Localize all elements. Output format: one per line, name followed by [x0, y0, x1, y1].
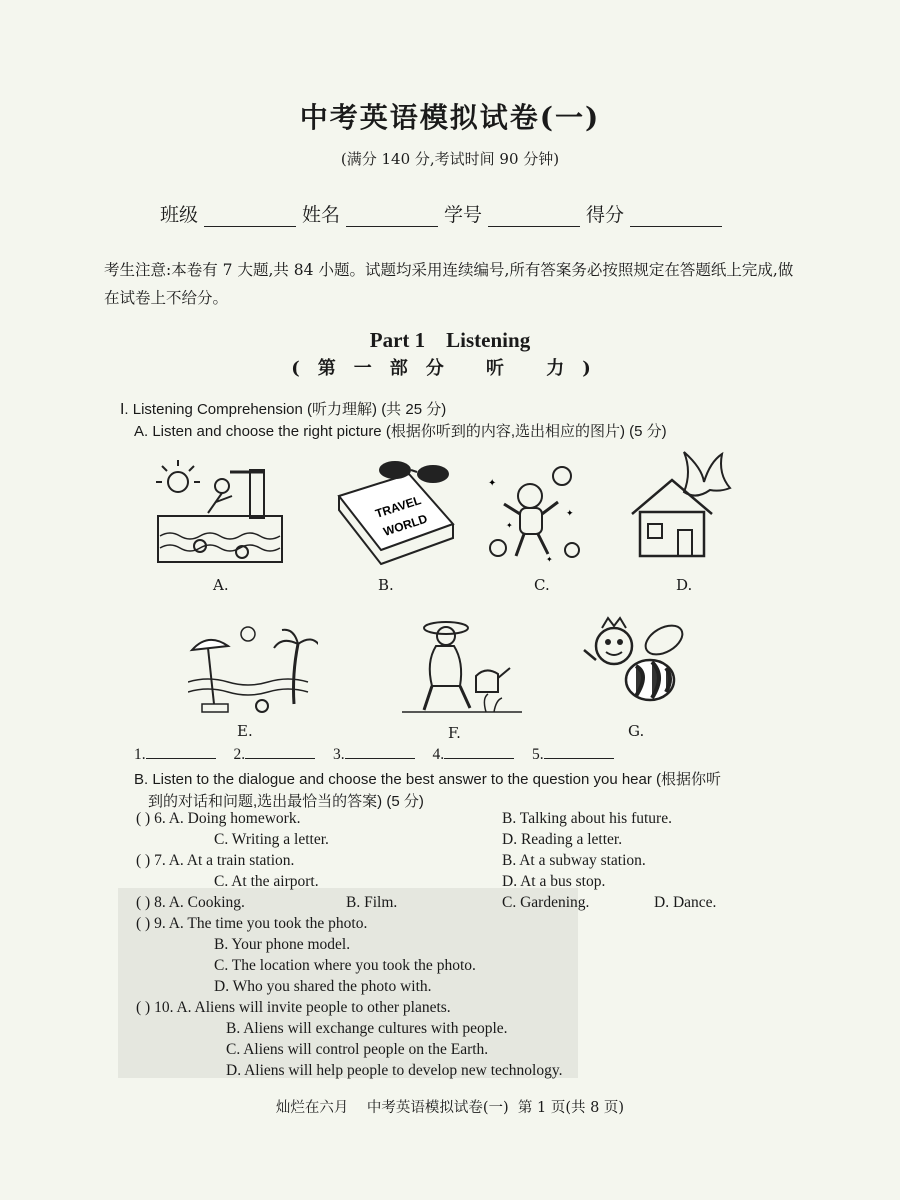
picture-label-b: B.: [378, 576, 394, 594]
question-8-option-b[interactable]: B. Film.: [346, 894, 398, 911]
class-field[interactable]: [204, 208, 296, 227]
astronaut-icon: [476, 456, 588, 568]
question-6-option-d[interactable]: D. Reading a letter.: [502, 831, 623, 848]
answer-blank-4[interactable]: [444, 758, 514, 759]
question-9-option-d[interactable]: D. Who you shared the photo with.: [214, 978, 432, 995]
class-label: 班级: [160, 204, 199, 226]
picture-label-e: E.: [237, 722, 253, 740]
question-9-option-b[interactable]: B. Your phone model.: [214, 936, 351, 953]
page-title: 中考英语模拟试卷(一): [299, 101, 601, 134]
gardener-icon: [402, 612, 522, 722]
part-b-instructions-1: B. Listen to the dialogue and choose the best answer to the question you hear (根据你听: [134, 771, 722, 788]
question-8-stem: ( ) 8. A. Cooking.: [136, 894, 245, 911]
question-7-stem: ( ) 7. A. At a train station.: [136, 852, 295, 869]
question-6-stem: ( ) 6. A. Doing homework.: [136, 810, 301, 827]
question-7-option-b[interactable]: B. At a subway station.: [502, 852, 646, 869]
answer-number-2: 2.: [233, 746, 246, 763]
section-heading: Ⅰ. Listening Comprehension (听力理解) (共 25 分): [120, 401, 447, 418]
student-id-label: 学号: [444, 204, 483, 226]
svg-text:✦: ✦: [506, 521, 513, 530]
picture-label-f: F.: [448, 724, 461, 742]
beach-icon: [188, 618, 318, 718]
student-id-field[interactable]: [488, 208, 580, 227]
page-footer: 灿烂在六月 中考英语模拟试卷(一) 第 1 页(共 8 页): [275, 1100, 625, 1116]
answer-number-1: 1.: [134, 746, 146, 763]
picture-label-a: A.: [213, 576, 229, 594]
question-9-stem: ( ) 9. A. The time you took the photo.: [136, 915, 368, 932]
part-b-instructions-2: 到的对话和问题,选出最恰当的答案) (5 分): [148, 793, 424, 810]
svg-text:WORLD: WORLD: [381, 511, 430, 539]
part-a-instructions: A. Listen and choose the right picture (根据你听到的内容,选出相应的图片) (5 分): [134, 423, 667, 440]
answer-number-5: 5.: [532, 746, 544, 763]
score-label: 得分: [586, 204, 625, 226]
name-field[interactable]: [346, 208, 438, 227]
name-label: 姓名: [302, 204, 341, 226]
picture-label-c: C.: [534, 576, 550, 594]
question-10-stem: ( ) 10. A. Aliens will invite people to other planets.: [136, 999, 451, 1016]
exam-notice: 考生注意:本卷有 7 大题,共 84 小题。试题均采用连续编号,所有答案务必按照规定在答题纸上完成,做在试卷上不给分。: [104, 261, 794, 307]
svg-text:TRAVEL: TRAVEL: [373, 492, 423, 521]
answer-blanks-row: [134, 746, 628, 764]
part-subtitle: (第一部分 听 力): [291, 358, 609, 379]
question-10-option-d[interactable]: D. Aliens will help people to develop new technology.: [226, 1062, 563, 1079]
svg-text:✦: ✦: [566, 509, 574, 519]
part-title: Part 1 Listening: [369, 328, 531, 352]
answer-blank-3[interactable]: [345, 758, 415, 759]
question-9-option-c[interactable]: C. The location where you took the photo.: [214, 957, 476, 974]
answer-blank-1[interactable]: [146, 758, 216, 759]
student-info-row: [160, 200, 722, 227]
answer-blank-2[interactable]: [245, 758, 315, 759]
travel-book-icon: [325, 456, 465, 568]
answer-number-4: 4.: [432, 746, 445, 763]
answer-number-3: 3.: [333, 746, 345, 763]
picture-label-d: D.: [676, 576, 693, 594]
svg-text:✦: ✦: [546, 555, 553, 564]
bee-icon: [580, 610, 690, 716]
score-field[interactable]: [630, 208, 722, 227]
swimming-pool-icon: [150, 456, 290, 568]
question-7-option-c[interactable]: C. At the airport.: [214, 873, 319, 890]
question-6-option-b[interactable]: B. Talking about his future.: [502, 810, 672, 827]
picture-label-g: G.: [628, 722, 645, 740]
svg-text:✦: ✦: [488, 478, 497, 489]
burning-house-icon: [622, 444, 742, 568]
question-10-option-b[interactable]: B. Aliens will exchange cultures with people.: [226, 1020, 508, 1037]
answer-blank-5[interactable]: [544, 758, 614, 759]
page-subtitle: (满分 140 分,考试时间 90 分钟): [340, 150, 560, 168]
bleed-through-text: [120, 64, 123, 80]
question-10-option-c[interactable]: C. Aliens will control people on the Earth.: [226, 1041, 489, 1058]
question-8-option-c[interactable]: C. Gardening.: [502, 894, 590, 911]
question-6-option-c[interactable]: C. Writing a letter.: [214, 831, 329, 848]
question-7-option-d[interactable]: D. At a bus stop.: [502, 873, 606, 890]
question-8-option-d[interactable]: D. Dance.: [654, 894, 717, 911]
